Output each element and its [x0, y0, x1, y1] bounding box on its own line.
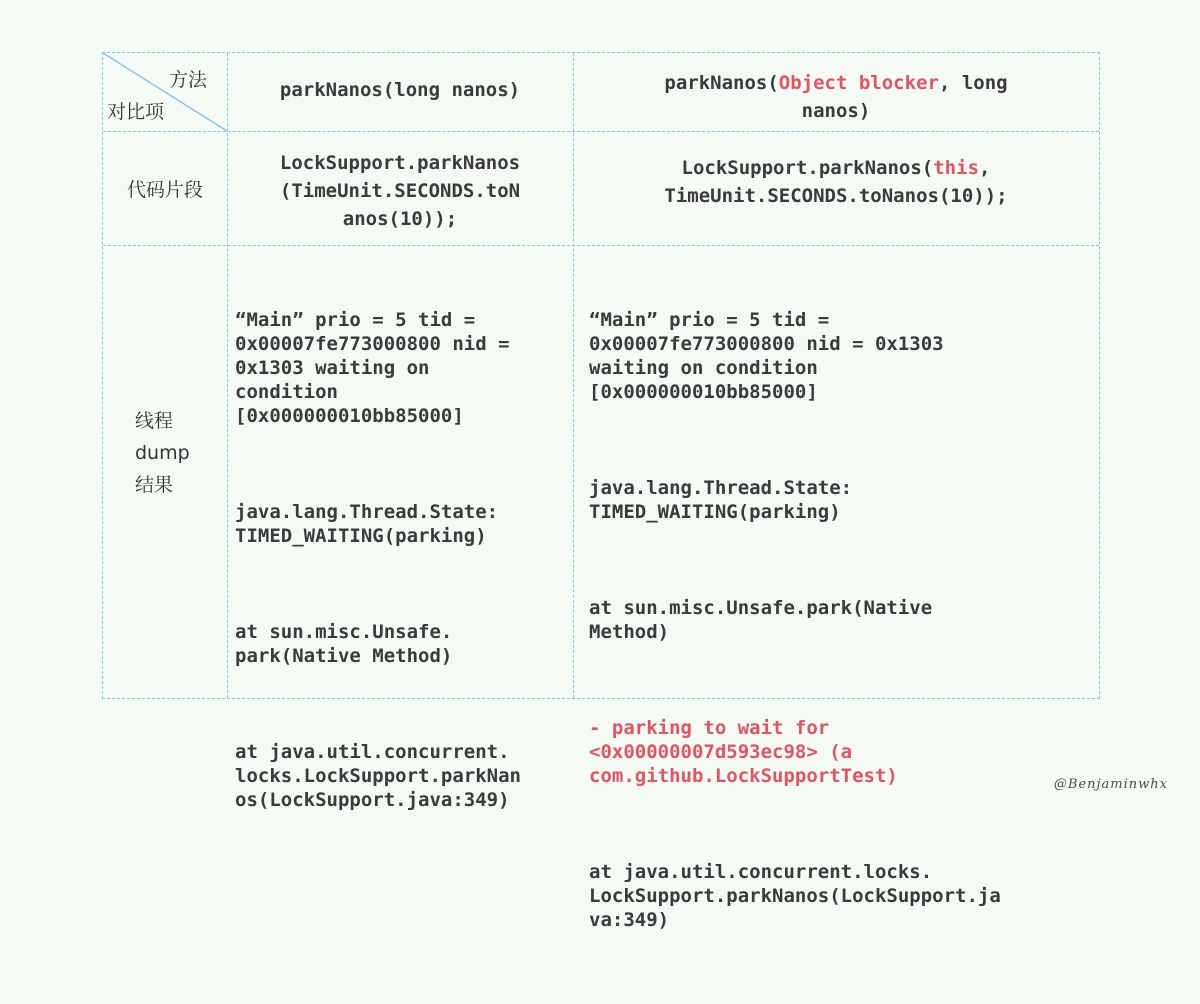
dump-col2-thread-header: “Main” prio = 5 tid = 0x00007fe773000800 nid = 0x1303 waiting on condition [0x000000010bb85000]: [589, 309, 944, 403]
row-label-dump-line2: dump: [135, 442, 190, 464]
header-col2-suffix-line2: nanos): [801, 100, 871, 122]
dump-col1-unsafe-park: at sun.misc.Unsafe. park(Native Method): [235, 621, 453, 667]
dump-col2-thread-state: java.lang.Thread.State: TIMED_WAITING(parking): [589, 477, 853, 523]
row-label-dump-line1: 线程: [135, 410, 174, 432]
dump-col2-unsafe-park: at sun.misc.Unsafe.park(Native Method): [589, 597, 933, 643]
corner-label-compare: 对比项: [107, 101, 165, 123]
code-col1-line1: LockSupport.parkNanos: [279, 152, 521, 174]
row-divider-2: [103, 245, 1099, 246]
code-col2-line1: [573, 154, 1099, 182]
code-col2-prefix: LockSupport.parkNanos(: [681, 157, 934, 179]
header-col2-prefix: parkNanos(: [664, 72, 779, 94]
dump-col2: [589, 260, 1097, 1004]
code-col1-line3: anos(10));: [342, 208, 458, 230]
code-col2-this: this: [933, 157, 979, 179]
row-label-code: 代码片段: [126, 179, 203, 201]
header-col1-title: parkNanos(long nanos): [279, 79, 521, 101]
code-col2: [573, 154, 1099, 210]
dump-col1-thread-header: “Main” prio = 5 tid = 0x00007fe773000800 nid = 0x1303 waiting on condition [0x000000010bb85000]: [235, 309, 510, 427]
column-divider-2: [573, 53, 574, 698]
dump-col2-blocker-info: - parking to wait for <0x00000007d593ec98> (a com.github.LockSupportTest): [589, 717, 898, 787]
dump-col1-thread-state: java.lang.Thread.State: TIMED_WAITING(parking): [235, 501, 499, 547]
header-col2-highlight: Object blocker: [778, 72, 939, 94]
dump-col2-locksupport: at java.util.concurrent.locks. LockSupport.parkNanos(LockSupport.ja va:349): [589, 861, 1001, 931]
dump-col1-locksupport: at java.util.concurrent. locks.LockSupport.parkNan os(LockSupport.java:349): [235, 741, 521, 811]
corner-label-method: 方法: [169, 69, 208, 91]
header-col2-suffix: , long: [938, 72, 1008, 94]
code-col1: [227, 149, 573, 233]
header-col2-title: [573, 69, 1099, 125]
row-label-dump-line3: 结果: [135, 474, 174, 496]
code-col2-comma: ,: [978, 157, 991, 179]
row-label-dump: [135, 405, 190, 501]
dump-col1: [235, 260, 571, 884]
author-watermark: @Benjaminwhx: [1053, 777, 1168, 792]
code-col1-line2: (TimeUnit.SECONDS.toN: [279, 180, 521, 202]
comparison-table: [102, 52, 1100, 931]
row-divider-1: [103, 131, 1099, 132]
code-col2-line2: TimeUnit.SECONDS.toNanos(10));: [664, 185, 1008, 207]
